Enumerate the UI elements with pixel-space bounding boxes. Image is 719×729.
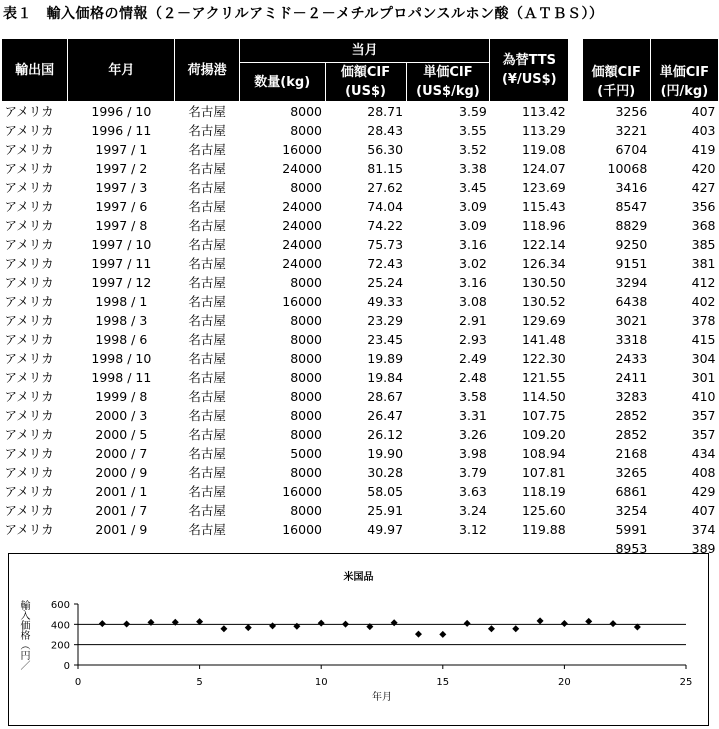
cell-yen-unit: 374: [691, 522, 716, 537]
cell-port: 名古屋: [188, 484, 226, 499]
cell-period: 1996 / 11: [91, 123, 152, 138]
cell-fx: 119.88: [521, 522, 566, 537]
cell-unit-cif: 3.08: [459, 294, 487, 309]
cell-country: アメリカ: [4, 294, 54, 309]
y-tick-label: 600: [50, 600, 70, 611]
cell-unit-cif: 3.63: [459, 484, 487, 499]
y-tick-label: 200: [50, 640, 70, 652]
cell-period: 2000 / 7: [95, 446, 148, 461]
data-point: [464, 620, 471, 627]
cell-fx: 118.19: [521, 484, 566, 499]
cell-country: アメリカ: [4, 465, 54, 480]
x-tick-label: 10: [314, 677, 328, 688]
cell-fx: 122.30: [521, 351, 566, 366]
cell-period: 1997 / 2: [95, 161, 148, 176]
data-point: [318, 620, 325, 627]
page-title: 表１ 輸入価格の情報（２－アクリルアミド－２－メチルプロパンスルホン酸（ＡＴＢＳ））: [3, 6, 604, 22]
cell-value-cif: 74.04: [367, 199, 404, 214]
cell-quantity: 16000: [282, 522, 322, 537]
cell-country: アメリカ: [4, 313, 54, 328]
cell-country: アメリカ: [4, 237, 54, 252]
data-point: [269, 622, 276, 629]
cell-yen-value: 10068: [607, 161, 648, 176]
header-value-cif: 価額CIF (US$): [325, 63, 406, 102]
cell-value-cif: 28.43: [367, 123, 404, 138]
data-point: [123, 621, 130, 628]
cell-yen-value: 3021: [615, 313, 648, 328]
cell-fx: 126.34: [521, 256, 566, 271]
data-point: [220, 625, 227, 632]
cell-quantity: 8000: [290, 332, 322, 347]
cell-yen-unit: 410: [691, 389, 716, 404]
cell-unit-cif: 3.12: [459, 522, 487, 537]
cell-yen-unit: 434: [691, 446, 716, 461]
cell-country: アメリカ: [4, 484, 54, 499]
cell-yen-unit: 408: [691, 465, 716, 480]
data-point: [488, 625, 495, 632]
cell-yen-value: 8547: [615, 199, 648, 214]
cell-period: 1997 / 6: [95, 199, 148, 214]
data-point: [561, 620, 568, 627]
data-point: [439, 631, 446, 638]
cell-period: 2000 / 3: [95, 408, 148, 423]
cell-yen-value: 3221: [615, 123, 648, 138]
cell-fx: 114.50: [521, 389, 566, 404]
cell-period: 1997 / 10: [91, 237, 152, 252]
cell-value-cif: 72.43: [367, 256, 404, 271]
cell-fx: 122.14: [521, 237, 566, 252]
cell-port: 名古屋: [188, 503, 226, 518]
summary-yen-value: 8953: [615, 541, 648, 556]
cell-yen-unit: 412: [691, 275, 716, 290]
cell-quantity: 16000: [282, 294, 322, 309]
data-point: [293, 623, 300, 630]
cell-yen-value: 3256: [615, 104, 648, 119]
cell-port: 名古屋: [188, 256, 226, 271]
cell-unit-cif: 2.91: [459, 313, 487, 328]
data-point: [610, 620, 617, 627]
cell-yen-unit: 419: [691, 142, 716, 157]
cell-port: 名古屋: [188, 446, 226, 461]
cell-fx: 123.69: [521, 180, 566, 195]
cell-value-cif: 19.90: [367, 446, 404, 461]
data-point: [391, 619, 398, 626]
cell-period: 2001 / 7: [95, 503, 148, 518]
cell-country: アメリカ: [4, 218, 54, 233]
chart-xlabel: 年月: [372, 692, 392, 703]
cell-period: 1997 / 3: [95, 180, 148, 195]
cell-port: 名古屋: [188, 427, 226, 442]
cell-value-cif: 26.12: [367, 427, 404, 442]
x-tick-label: 0: [74, 677, 82, 688]
cell-value-cif: 56.30: [367, 142, 404, 157]
cell-country: アメリカ: [4, 503, 54, 518]
cell-unit-cif: 3.09: [459, 218, 487, 233]
cell-unit-cif: 3.02: [459, 256, 487, 271]
header-period: 年月: [68, 39, 175, 102]
cell-period: 1999 / 8: [95, 389, 148, 404]
cell-quantity: 8000: [290, 408, 322, 423]
cell-quantity: 5000: [290, 446, 322, 461]
cell-value-cif: 75.73: [367, 237, 404, 252]
cell-quantity: 24000: [282, 237, 322, 252]
data-point: [512, 625, 519, 632]
cell-period: 2000 / 9: [95, 465, 148, 480]
cell-port: 名古屋: [188, 237, 226, 252]
cell-period: 1998 / 11: [91, 370, 152, 385]
cell-value-cif: 27.62: [367, 180, 404, 195]
cell-period: 1997 / 1: [95, 142, 148, 157]
cell-country: アメリカ: [4, 446, 54, 461]
cell-unit-cif: 3.38: [459, 161, 487, 176]
cell-yen-value: 2852: [615, 427, 648, 442]
cell-unit-cif: 2.93: [459, 332, 487, 347]
cell-yen-unit: 304: [691, 351, 716, 366]
cell-period: 2000 / 5: [95, 427, 148, 442]
cell-value-cif: 26.47: [367, 408, 404, 423]
cell-fx: 130.50: [521, 275, 566, 290]
cell-unit-cif: 3.26: [459, 427, 487, 442]
cell-yen-unit: 378: [691, 313, 716, 328]
cell-fx: 115.43: [521, 199, 566, 214]
cell-unit-cif: 3.16: [459, 275, 487, 290]
header-port: 荷揚港: [175, 39, 240, 102]
cell-port: 名古屋: [188, 370, 226, 385]
data-point: [342, 621, 349, 628]
cell-fx: 129.69: [521, 313, 566, 328]
cell-value-cif: 58.05: [367, 484, 404, 499]
cell-value-cif: 23.29: [367, 313, 404, 328]
cell-country: アメリカ: [4, 161, 54, 176]
cell-country: アメリカ: [4, 256, 54, 271]
cell-yen-value: 2168: [615, 446, 648, 461]
cell-yen-unit: 407: [691, 104, 716, 119]
cell-value-cif: 81.15: [367, 161, 404, 176]
cell-quantity: 8000: [290, 313, 322, 328]
cell-yen-value: 2852: [615, 408, 648, 423]
cell-fx: 118.96: [521, 218, 566, 233]
cell-unit-cif: 3.98: [459, 446, 487, 461]
cell-yen-unit: 427: [691, 180, 716, 195]
cell-yen-unit: 420: [691, 161, 716, 176]
y-tick-label: 0: [63, 661, 70, 672]
cell-value-cif: 19.84: [367, 370, 404, 385]
cell-quantity: 8000: [290, 180, 322, 195]
cell-quantity: 16000: [282, 142, 322, 157]
cell-period: 1998 / 1: [95, 294, 148, 309]
cell-country: アメリカ: [4, 142, 54, 157]
cell-value-cif: 28.67: [367, 389, 404, 404]
cell-port: 名古屋: [188, 294, 226, 309]
x-tick-label: 25: [679, 677, 693, 688]
cell-country: アメリカ: [4, 389, 54, 404]
x-tick-label: 5: [196, 677, 203, 688]
cell-quantity: 24000: [282, 161, 322, 176]
cell-value-cif: 74.22: [367, 218, 404, 233]
header-yen-unit: 単価CIF (円/kg): [650, 39, 718, 102]
cell-quantity: 8000: [290, 123, 322, 138]
cell-yen-value: 2433: [615, 351, 648, 366]
cell-unit-cif: 3.79: [459, 465, 487, 480]
cell-period: 1998 / 6: [95, 332, 148, 347]
cell-quantity: 24000: [282, 199, 322, 214]
cell-unit-cif: 3.31: [459, 408, 487, 423]
cell-yen-value: 6704: [615, 142, 648, 157]
cell-period: 1996 / 10: [91, 104, 152, 119]
x-tick-label: 20: [558, 677, 571, 688]
data-point: [147, 619, 154, 626]
cell-country: アメリカ: [4, 275, 54, 290]
cell-quantity: 8000: [290, 370, 322, 385]
cell-port: 名古屋: [188, 389, 226, 404]
cell-fx: 107.75: [521, 408, 566, 423]
header-country: 輸出国: [2, 39, 68, 102]
cell-value-cif: 25.91: [367, 503, 404, 518]
cell-unit-cif: 3.52: [459, 142, 487, 157]
cell-yen-value: 3283: [615, 389, 648, 404]
cell-fx: 119.08: [521, 142, 566, 157]
cell-yen-unit: 381: [691, 256, 716, 271]
cell-fx: 125.60: [521, 503, 566, 518]
cell-yen-unit: 385: [691, 237, 716, 252]
cell-value-cif: 28.71: [367, 104, 404, 119]
cell-yen-unit: 357: [691, 427, 716, 442]
cell-period: 1998 / 3: [95, 313, 148, 328]
cell-quantity: 8000: [290, 427, 322, 442]
header-unit-cif: 単価CIF (US$/kg): [406, 63, 490, 102]
cell-country: アメリカ: [4, 180, 54, 195]
cell-port: 名古屋: [188, 522, 226, 537]
chart-title: 米国品: [343, 572, 374, 583]
cell-fx: 109.20: [521, 427, 566, 442]
cell-port: 名古屋: [188, 199, 226, 214]
cell-country: アメリカ: [4, 104, 54, 119]
cell-unit-cif: 3.45: [459, 180, 487, 195]
header-fx: 為替TTS (¥/US$): [490, 39, 569, 102]
cell-port: 名古屋: [188, 275, 226, 290]
cell-yen-value: 3265: [615, 465, 648, 480]
cell-yen-unit: 415: [691, 332, 716, 347]
cell-quantity: 16000: [282, 484, 322, 499]
data-point: [245, 624, 252, 631]
header-yen-value: 価額CIF (千円): [582, 39, 650, 102]
cell-fx: 107.81: [521, 465, 566, 480]
cell-yen-unit: 357: [691, 408, 716, 423]
cell-value-cif: 23.45: [367, 332, 404, 347]
cell-yen-value: 9151: [615, 256, 648, 271]
cell-fx: 130.52: [521, 294, 566, 309]
cell-fx: 121.55: [521, 370, 566, 385]
cell-country: アメリカ: [4, 123, 54, 138]
cell-unit-cif: 2.48: [459, 370, 487, 385]
header-current-month: 当月: [239, 39, 489, 63]
cell-yen-value: 3294: [615, 275, 648, 290]
cell-port: 名古屋: [188, 123, 226, 138]
cell-port: 名古屋: [188, 218, 226, 233]
cell-yen-value: 3416: [615, 180, 648, 195]
cell-value-cif: 30.28: [367, 465, 404, 480]
cell-yen-value: 8829: [615, 218, 648, 233]
cell-yen-unit: 368: [691, 218, 716, 233]
cell-quantity: 8000: [290, 275, 322, 290]
cell-quantity: 8000: [290, 389, 322, 404]
cell-yen-unit: 356: [691, 199, 716, 214]
cell-yen-value: 6438: [615, 294, 648, 309]
data-point: [537, 617, 544, 624]
cell-country: アメリカ: [4, 351, 54, 366]
cell-port: 名古屋: [188, 332, 226, 347]
cell-country: アメリカ: [4, 370, 54, 385]
cell-yen-unit: 301: [691, 370, 716, 385]
cell-unit-cif: 3.55: [459, 123, 487, 138]
cell-period: 1997 / 11: [91, 256, 152, 271]
cell-country: アメリカ: [4, 332, 54, 347]
cell-quantity: 8000: [290, 104, 322, 119]
cell-fx: 141.48: [521, 332, 566, 347]
cell-fx: 113.29: [521, 123, 566, 138]
cell-yen-value: 5991: [615, 522, 648, 537]
cell-port: 名古屋: [188, 465, 226, 480]
cell-unit-cif: 3.09: [459, 199, 487, 214]
cell-unit-cif: 3.16: [459, 237, 487, 252]
cell-yen-value: 6861: [615, 484, 648, 499]
cell-quantity: 24000: [282, 256, 322, 271]
x-tick-label: 15: [436, 677, 450, 688]
cell-quantity: 8000: [290, 465, 322, 480]
cell-yen-value: 3318: [615, 332, 648, 347]
cell-yen-value: 9250: [615, 237, 648, 252]
cell-port: 名古屋: [188, 104, 226, 119]
header-quantity: 数量(kg): [239, 63, 325, 102]
cell-period: 1997 / 8: [95, 218, 148, 233]
cell-yen-unit: 407: [691, 503, 716, 518]
cell-unit-cif: 3.24: [459, 503, 487, 518]
cell-yen-unit: 402: [691, 294, 716, 309]
data-point: [415, 631, 422, 638]
cell-value-cif: 49.97: [367, 522, 404, 537]
cell-fx: 108.94: [521, 446, 566, 461]
cell-value-cif: 19.89: [367, 351, 404, 366]
cell-country: アメリカ: [4, 199, 54, 214]
summary-yen-unit: 389: [691, 541, 716, 556]
cell-country: アメリカ: [4, 522, 54, 537]
cell-unit-cif: 2.49: [459, 351, 487, 366]
cell-port: 名古屋: [188, 351, 226, 366]
cell-quantity: 8000: [290, 351, 322, 366]
cell-country: アメリカ: [4, 408, 54, 423]
cell-yen-value: 2411: [615, 370, 648, 385]
cell-yen-unit: 403: [691, 123, 716, 138]
cell-port: 名古屋: [188, 142, 226, 157]
cell-yen-unit: 429: [691, 484, 716, 499]
cell-period: 2001 / 1: [95, 484, 148, 499]
cell-port: 名古屋: [188, 408, 226, 423]
cell-unit-cif: 3.59: [459, 104, 487, 119]
cell-quantity: 24000: [282, 218, 322, 233]
y-tick-label: 400: [50, 620, 70, 632]
cell-port: 名古屋: [188, 313, 226, 328]
cell-port: 名古屋: [188, 161, 226, 176]
cell-value-cif: 25.24: [367, 275, 404, 290]
cell-fx: 124.07: [521, 161, 566, 176]
cell-quantity: 8000: [290, 503, 322, 518]
cell-unit-cif: 3.58: [459, 389, 487, 404]
data-point: [99, 620, 106, 627]
chart-ylabel: 輸入価格（円／: [18, 600, 29, 670]
cell-period: 1997 / 12: [91, 275, 152, 290]
cell-port: 名古屋: [188, 180, 226, 195]
cell-fx: 113.42: [521, 104, 566, 119]
cell-yen-value: 3254: [615, 503, 648, 518]
cell-period: 1998 / 10: [91, 351, 152, 366]
cell-value-cif: 49.33: [367, 294, 404, 309]
cell-period: 2001 / 9: [95, 522, 148, 537]
cell-country: アメリカ: [4, 427, 54, 442]
